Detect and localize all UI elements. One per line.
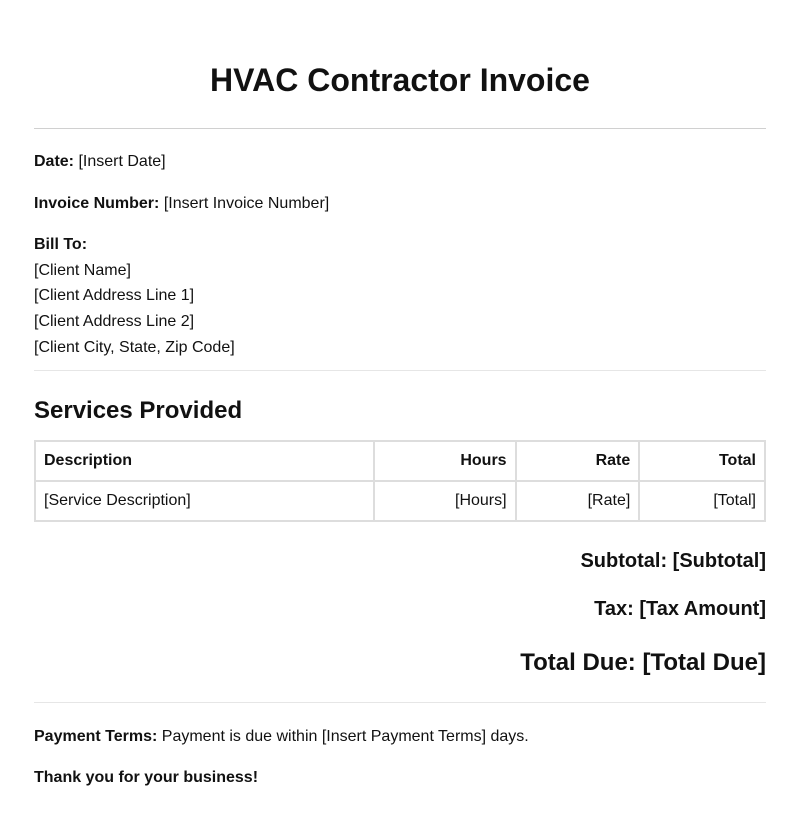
payment-terms-value: Payment is due within [Insert Payment Terms] days. — [161, 728, 529, 745]
thank-you-note: Thank you for your business! — [34, 769, 259, 786]
table-row — [35, 481, 765, 521]
bill-to-address-2: [Client Address Line 2] — [34, 313, 195, 330]
services-header-row — [35, 441, 765, 481]
service-rate-cell: [Rate] — [516, 481, 640, 521]
bill-to-address-1: [Client Address Line 1] — [34, 287, 195, 304]
date-line — [34, 152, 166, 172]
column-header-rate: Rate — [516, 441, 640, 481]
invoice-number-line — [34, 194, 329, 214]
header-divider — [34, 128, 766, 129]
service-description-cell: [Service Description] — [35, 481, 374, 521]
total-due-line: Total Due: [Total Due] — [520, 649, 766, 676]
totals-divider — [34, 702, 766, 703]
services-table — [34, 440, 766, 522]
date-label: Date: — [34, 153, 75, 170]
bill-to-divider — [34, 370, 766, 371]
column-header-hours: Hours — [374, 441, 516, 481]
subtotal-line: Subtotal: [Subtotal] — [580, 550, 766, 572]
invoice-number-label: Invoice Number: — [34, 195, 160, 212]
bill-to-client-name: [Client Name] — [34, 262, 131, 279]
column-header-description: Description — [35, 441, 374, 481]
payment-terms-label: Payment Terms: — [34, 728, 158, 745]
services-heading: Services Provided — [34, 397, 243, 424]
bill-to-label — [34, 235, 87, 255]
payment-terms-line — [34, 727, 529, 747]
invoice-title: HVAC Contractor Invoice — [210, 62, 590, 98]
bill-to-heading: Bill To: — [34, 236, 88, 253]
service-total-cell: [Total] — [639, 481, 765, 521]
date-value: [Insert Date] — [78, 153, 166, 170]
column-header-total: Total — [639, 441, 765, 481]
service-hours-cell: [Hours] — [374, 481, 516, 521]
bill-to-city-state-zip: [Client City, State, Zip Code] — [34, 339, 235, 356]
invoice-number-value: [Insert Invoice Number] — [163, 195, 330, 212]
tax-line: Tax: [Tax Amount] — [594, 598, 766, 620]
